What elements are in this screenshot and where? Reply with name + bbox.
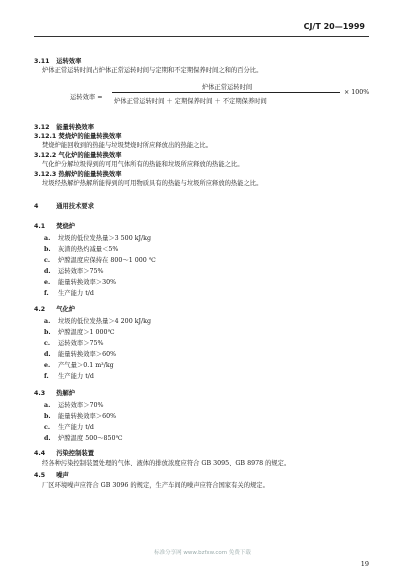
fraction-bar	[112, 92, 340, 93]
page-number: 19	[360, 560, 369, 568]
section-4-4-heading	[34, 450, 369, 458]
list-item	[34, 257, 369, 265]
section-3-11-text: 炉体正常运转时间占炉体正常运转时间与定期和不定期保养时间之和的百分比。	[42, 67, 263, 74]
item-label: c.	[44, 424, 51, 431]
item-label: e.	[44, 279, 51, 286]
section-number: 3.12.1	[34, 133, 57, 140]
operating-efficiency-formula	[70, 82, 370, 112]
section-4-5-text: 厂区环境噪声应符合 GB 3096 的规定，生产车间的噪声应符合国家有关的规定。	[42, 482, 269, 489]
section-title: 气化炉的能量转换效率	[58, 152, 122, 159]
item-text: 生产能力 t/d	[58, 290, 94, 297]
section-4-3-heading	[34, 390, 369, 398]
section-4-1-heading	[34, 223, 369, 231]
section-title: 焚烧炉的能量转换效率	[58, 133, 122, 140]
item-label: c.	[44, 340, 51, 347]
section-title: 通用技术要求	[56, 203, 94, 210]
list-item	[34, 290, 369, 298]
formula-multiplier: × 100%	[344, 89, 370, 96]
item-label: a.	[44, 402, 51, 409]
item-label: d.	[44, 351, 51, 358]
section-3-12-3-text: 垃圾经热解炉热解所能得到的可用物质具有的热能与垃圾所应释放的热能之比。	[42, 180, 263, 187]
item-text: 炉膛温度应保持在 800～1 000 ℃	[58, 257, 156, 264]
item-text: 产气量＞0.1 m³/kg	[58, 362, 114, 369]
section-title: 焚烧炉	[56, 223, 76, 230]
item-label: f.	[44, 373, 49, 380]
section-number: 3.12.2	[34, 152, 57, 159]
section-title: 热解炉	[56, 390, 76, 397]
list-item	[34, 340, 369, 348]
list-item	[34, 279, 369, 287]
section-4-4-text: 经各种污染控制装置处理的气体、液体的排放浓度应符合 GB 3095、GB 8978 的规定。	[42, 460, 291, 467]
standard-code-header: CJ/T 20—1999	[303, 22, 365, 31]
list-item	[34, 329, 369, 337]
section-title: 污染控制装置	[56, 450, 94, 457]
section-title: 气化炉	[56, 306, 76, 313]
section-4-5-heading	[34, 472, 369, 480]
section-number: 3.12.3	[34, 171, 57, 178]
section-3-12-1-text: 焚烧炉能回收到的热能与垃圾焚烧时所应释放出的热能之比。	[42, 142, 213, 149]
item-text: 能量转换效率＞30%	[58, 279, 117, 286]
list-item	[34, 402, 369, 410]
list-item	[34, 268, 369, 276]
section-title: 能量转换效率	[56, 124, 94, 131]
section-number: 3.11	[34, 58, 50, 65]
section-4-heading	[34, 203, 369, 211]
section-title: 运转效率	[56, 58, 82, 65]
section-3-12-1-heading	[34, 133, 369, 141]
section-3-12-heading	[34, 124, 369, 132]
item-text: 炉膛温度＞1 000℃	[58, 329, 115, 336]
item-text: 能量转换效率＞60%	[58, 351, 117, 358]
item-text: 运转效率＞70%	[58, 402, 104, 409]
item-label: f.	[44, 290, 49, 297]
item-text: 垃圾的低位发热量＞4 200 kJ/kg	[58, 318, 152, 325]
section-3-12-3-heading	[34, 171, 369, 179]
formula-lhs: 运转效率 =	[70, 94, 103, 101]
item-label: d.	[44, 268, 51, 275]
item-label: d.	[44, 435, 51, 442]
section-title: 噪声	[56, 472, 69, 479]
list-item	[34, 318, 369, 326]
item-label: b.	[44, 246, 51, 253]
section-number: 4.5	[34, 472, 46, 479]
section-number: 4.3	[34, 390, 46, 397]
item-text: 垃圾的低位发热量＞3 500 kJ/kg	[58, 235, 152, 242]
list-item	[34, 373, 369, 381]
list-item	[34, 424, 369, 432]
section-3-12-2-heading	[34, 152, 369, 160]
section-3-11-heading	[34, 58, 369, 66]
watermark-text: 标准分享网 www.bzfxw.com 免费下载	[154, 550, 251, 556]
section-number: 4	[34, 203, 39, 210]
item-label: a.	[44, 318, 51, 325]
formula-numerator: 炉体正常运转时间	[201, 84, 253, 91]
section-number: 4.4	[34, 450, 46, 457]
item-text: 灰渣的热灼减量＜5%	[58, 246, 119, 253]
list-item	[34, 362, 369, 370]
item-label: b.	[44, 329, 51, 336]
item-label: c.	[44, 257, 51, 264]
section-4-2-heading	[34, 306, 369, 314]
item-label: b.	[44, 413, 51, 420]
item-text: 生产能力 t/d	[58, 373, 94, 380]
formula-denominator: 炉体正常运转时间 ＋ 定期保养时间 ＋ 不定期保养时间	[114, 98, 267, 105]
item-text: 运转效率＞75%	[58, 340, 104, 347]
section-title: 热解炉的能量转换效率	[58, 171, 122, 178]
item-label: e.	[44, 362, 51, 369]
section-number: 3.12	[34, 124, 50, 131]
list-item	[34, 351, 369, 359]
section-3-12-2-text: 气化炉分解垃圾得到的可用气体所有的热能和垃圾所应释放的热能之比。	[42, 161, 244, 168]
list-item	[34, 435, 369, 443]
item-text: 运转效率＞75%	[58, 268, 104, 275]
list-item	[34, 413, 369, 421]
item-text: 炉膛温度 500～850℃	[58, 435, 123, 442]
section-number: 4.1	[34, 223, 46, 230]
header-rule	[34, 36, 369, 37]
list-item	[34, 235, 369, 243]
section-number: 4.2	[34, 306, 46, 313]
item-text: 能量转换效率＞60%	[58, 413, 117, 420]
list-item	[34, 246, 369, 254]
item-text: 生产能力 t/d	[58, 424, 94, 431]
item-label: a.	[44, 235, 51, 242]
